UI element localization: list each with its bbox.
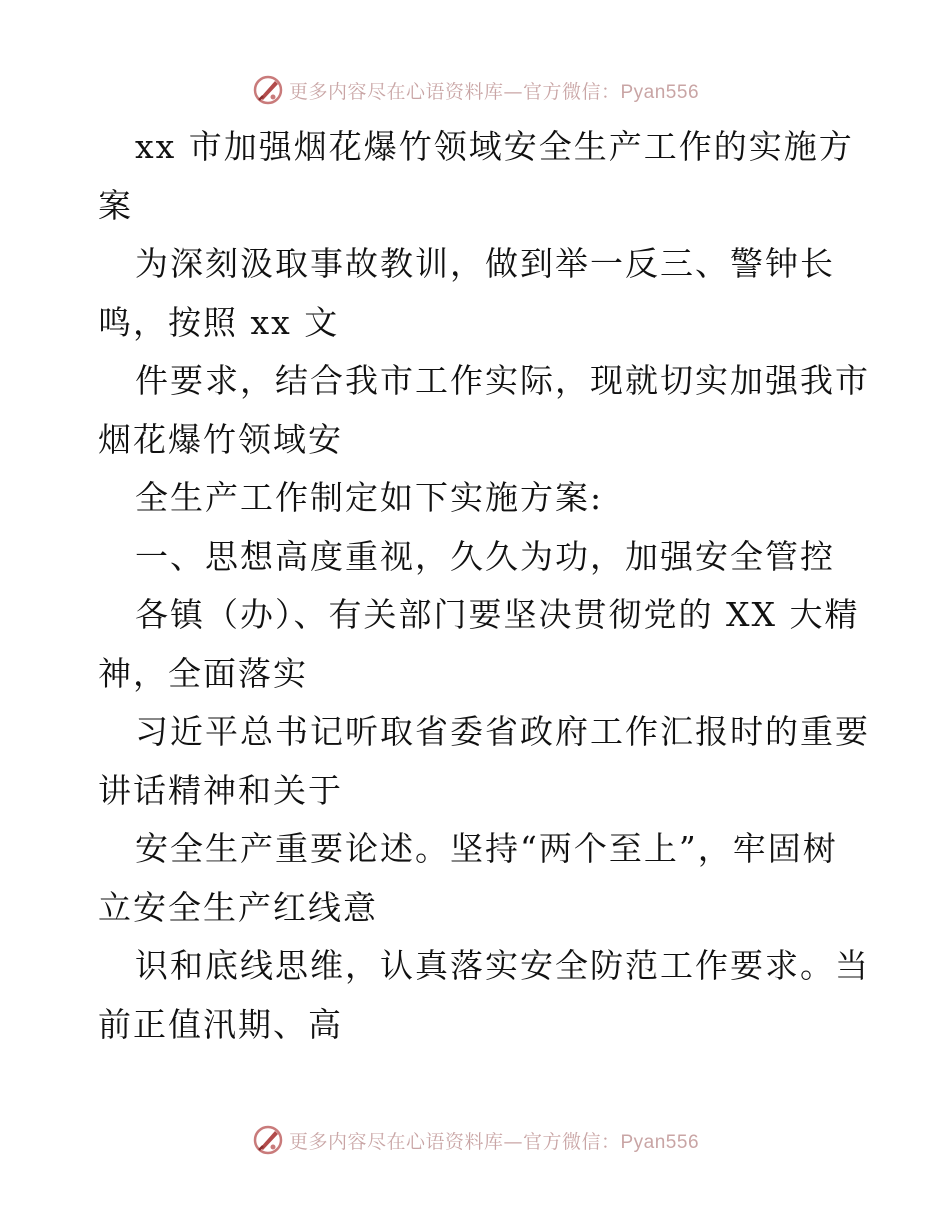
document-line: 神，全面落实 [98, 653, 308, 693]
document-line: 安全生产重要论述。坚持“两个至上”，牢固树 [135, 829, 838, 868]
document-line: 件要求，结合我市工作实际，现就切实加强我市 [135, 361, 870, 400]
document-line: 鸣，按照 xx 文 [98, 302, 340, 342]
document-line: xx 市加强烟花爆竹领域安全生产工作的实施方 [135, 127, 854, 166]
watermark-handle: Pyan556 [620, 1131, 700, 1153]
document-line: 前正值汛期、高 [98, 1004, 343, 1044]
document-line: 讲话精神和关于 [98, 770, 343, 810]
document-line: 案 [98, 185, 133, 225]
document-line: 各镇（办）、有关部门要坚决贯彻党的 XX 大精 [135, 595, 860, 634]
document-line: 识和底线思维，认真落实安全防范工作要求。当 [135, 946, 870, 985]
document-line: 全生产工作制定如下实施方案: [135, 478, 604, 517]
document-line: 习近平总书记听取省委省政府工作汇报时的重要 [135, 712, 870, 751]
watermark-banner-top [0, 70, 950, 110]
document-line: 立安全生产红线意 [98, 887, 378, 927]
watermark-text: 更多内容尽在心语资料库—官方微信：Pyan556 [288, 80, 700, 103]
document-line: 烟花爆竹领域安 [98, 419, 343, 459]
document-line: 一、思想高度重视，久久为功，加强安全管控 [135, 536, 835, 576]
watermark-banner-bottom [0, 1120, 950, 1160]
feather-pen-logo-icon [251, 73, 285, 107]
feather-pen-logo-icon [251, 1123, 285, 1157]
document-line: 为深刻汲取事故教训，做到举一反三、警钟长 [135, 244, 835, 283]
watermark-text: 更多内容尽在心语资料库—官方微信：Pyan556 [288, 1130, 700, 1153]
watermark-handle: Pyan556 [620, 81, 700, 103]
document-body [98, 118, 870, 1054]
